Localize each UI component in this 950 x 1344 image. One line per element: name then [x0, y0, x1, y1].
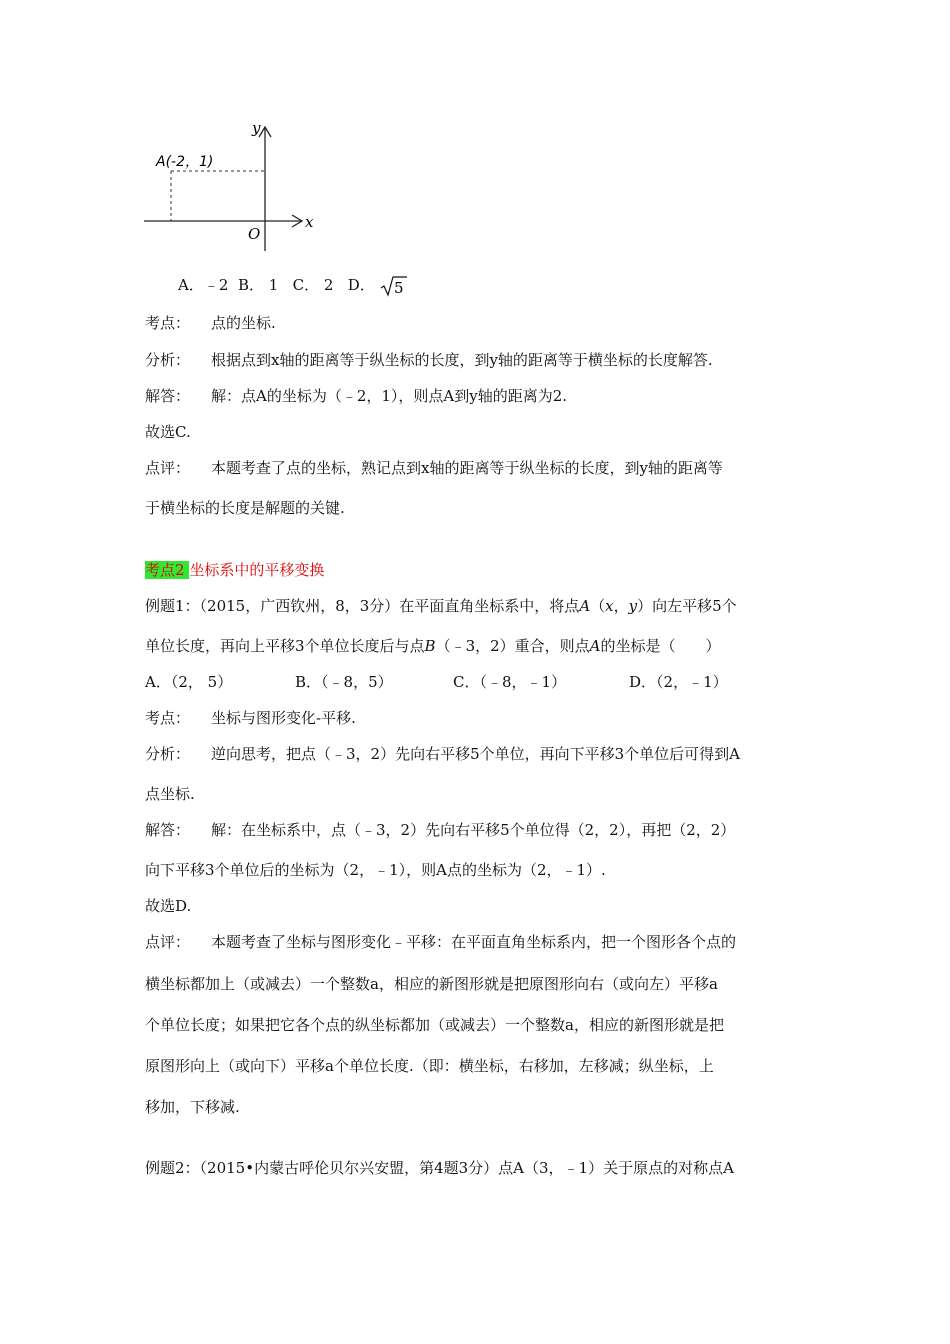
option-a: A．﹣2: [178, 276, 229, 294]
ex1-jieda-line1: 解答： 解：在坐标系中，点（﹣3，2）先向右平移5个单位得（2，2），再把（2，2）: [145, 821, 736, 839]
ex1-option-d: D．（2，﹣1）: [629, 673, 728, 691]
ex1-fenxi-line2: 点坐标.: [145, 785, 195, 803]
option-b: B． 1: [237, 276, 279, 294]
ex1-fenxi-line1: 分析： 逆向思考，把点（﹣3，2）先向右平移5个单位，再向下平移3个单位后可得到A: [145, 745, 741, 763]
x-axis-label: x: [305, 213, 314, 231]
svg-text:5: 5: [393, 279, 404, 297]
ex1-option-a: A．（2， 5）: [145, 673, 233, 691]
ex1-kaodian: 考点： 坐标与图形变化-平移.: [145, 709, 356, 727]
ex1-dianping-line1: 点评： 本题考查了坐标与图形变化﹣平移：在平面直角坐标系内，把一个图形各个点的: [145, 933, 737, 951]
ex1-dianping-line5: 移加，下移减.: [145, 1098, 240, 1116]
y-axis-label: y: [252, 119, 261, 137]
q1-guxuan: 故选C.: [145, 423, 191, 441]
q1-dianping-line2: 于横坐标的长度是解题的关键.: [145, 499, 345, 517]
q1-kaodian: 考点： 点的坐标.: [145, 314, 276, 332]
ex1-dianping-line3: 个单位长度；如果把它各个点的纵坐标都加（或减去）一个整数a，相应的新图形就是把: [145, 1016, 724, 1034]
ex1-option-b: B．（﹣8，5）: [295, 673, 393, 691]
ex2-line1: 例题2：（2015•内蒙古呼伦贝尔兴安盟，第4题3分）点A（3，﹣1）关于原点的对称点A: [145, 1159, 734, 1177]
ex1-line2: 单位长度，再向上平移3个单位长度后与点B（﹣3，2）重合，则点A的坐标是（ ）: [145, 637, 721, 655]
section-title: 坐标系中的平移变换: [189, 561, 325, 579]
q1-jieda: 解答： 解：点A的坐标为（﹣2，1），则点A到y轴的距离为2.: [145, 387, 568, 405]
q1-dianping-line1: 点评： 本题考查了点的坐标，熟记点到x轴的距离等于纵坐标的长度，到y轴的距离等: [145, 459, 723, 477]
coordinate-figure: [140, 115, 330, 255]
q1-options: [178, 275, 408, 297]
option-c: C． 2: [292, 276, 334, 294]
origin-label: O: [248, 225, 261, 243]
sqrt-icon: [380, 275, 408, 297]
ex1-jieda-line2: 向下平移3个单位后的坐标为（2，﹣1），则A点的坐标为（2，﹣1）.: [145, 861, 606, 879]
ex1-dianping-line2: 横坐标都加上（或减去）一个整数a，相应的新图形就是把原图形向右（或向左）平移a: [145, 975, 718, 993]
section-heading: [145, 560, 324, 580]
ex1-option-c: C．（﹣8，﹣1）: [453, 673, 567, 691]
ex1-guxuan: 故选D.: [145, 897, 192, 915]
ex1-dianping-line4: 原图形向上（或向下）平移a个单位长度.（即：横坐标，右移加，左移减；纵坐标，上: [145, 1057, 714, 1075]
section-tag: 考点2: [145, 561, 190, 579]
ex1-line1: 例题1：（2015，广西钦州，8，3分）在平面直角坐标系中，将点A（x，y）向左平移5个: [145, 597, 737, 615]
option-d: D．: [347, 276, 375, 294]
q1-fenxi: 分析： 根据点到x轴的距离等于纵坐标的长度，到y轴的距离等于横坐标的长度解答.: [145, 351, 713, 369]
point-a-label: A(-2，1): [156, 154, 214, 170]
